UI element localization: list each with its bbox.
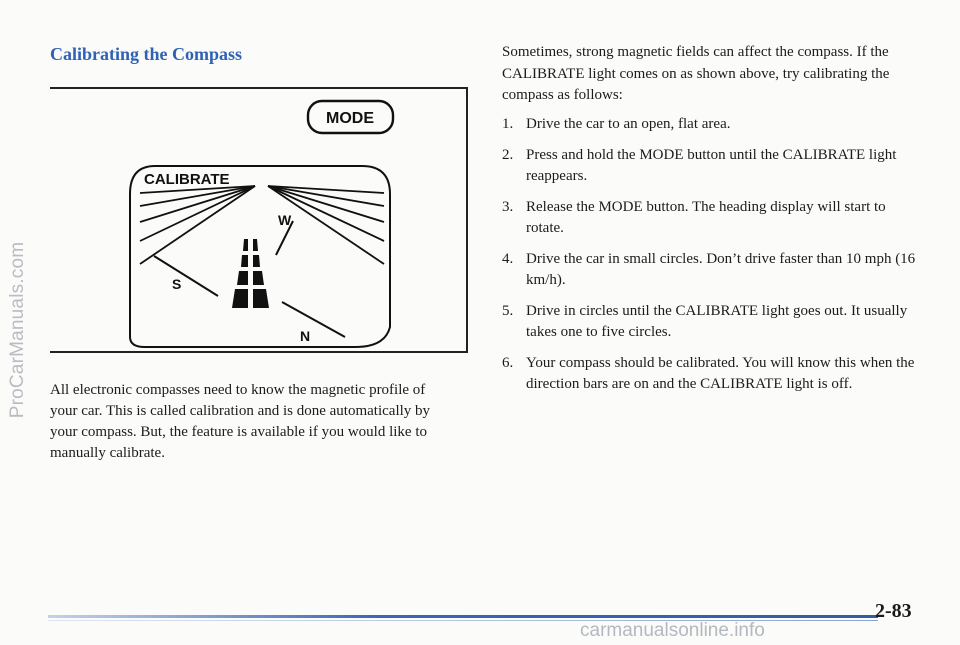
step-text: Release the MODE button. The heading display will start to rotate. bbox=[526, 198, 886, 236]
step-text: Your compass should be calibrated. You will know this when the direction bars are on and the CALIBRATE light is off. bbox=[526, 354, 915, 392]
step-text: Drive in circles until the CALIBRATE light goes out. It usually takes one to five circles. bbox=[526, 302, 908, 340]
n-pointer bbox=[282, 302, 345, 337]
mode-button-label: MODE bbox=[326, 110, 374, 127]
calibrate-label: CALIBRATE bbox=[144, 171, 230, 188]
west-label: W bbox=[278, 212, 292, 228]
footer-watermark: carmanualsonline.info bbox=[580, 620, 765, 641]
compass-figure bbox=[50, 87, 468, 353]
south-label: S bbox=[172, 276, 182, 292]
step-number: 1. bbox=[502, 115, 514, 132]
heading-bars bbox=[232, 239, 269, 308]
side-watermark bbox=[0, 0, 36, 645]
step-number: 6. bbox=[502, 354, 514, 371]
step-text: Drive the car to an open, flat area. bbox=[526, 115, 731, 132]
compass-display-illustration bbox=[50, 89, 468, 355]
list-item bbox=[502, 114, 917, 135]
list-item bbox=[502, 145, 917, 187]
list-item bbox=[502, 249, 917, 291]
footer-rule bbox=[48, 615, 878, 618]
side-watermark-text: ProCarManuals.com bbox=[7, 241, 28, 419]
step-text: Press and hold the MODE button until the CALIBRATE light reappears. bbox=[526, 146, 897, 184]
step-number: 4. bbox=[502, 250, 514, 267]
step-number: 2. bbox=[502, 146, 514, 163]
list-item bbox=[502, 353, 917, 395]
left-direction-bars bbox=[140, 186, 255, 264]
calibration-steps bbox=[502, 114, 917, 395]
step-number: 3. bbox=[502, 198, 514, 215]
section-heading: Calibrating the Compass bbox=[50, 44, 243, 64]
list-item bbox=[502, 197, 917, 239]
intro-paragraph-right: Sometimes, strong magnetic fields can affect the compass. If the CALIBRATE light comes on as shown above, try calibrating the compass as follows: bbox=[502, 44, 890, 103]
intro-paragraph-left: All electronic compasses need to know the magnetic profile of your car. This is called calibration and is done automatically by your compass. But, the feature is available if you would like to manually calibrate. bbox=[50, 382, 431, 461]
list-item bbox=[502, 301, 917, 343]
step-text: Drive the car in small circles. Don’t drive faster than 10 mph (16 km/h). bbox=[526, 250, 916, 288]
page-number: 2-83 bbox=[875, 600, 912, 622]
north-label: N bbox=[300, 328, 311, 344]
s-pointer bbox=[154, 256, 218, 296]
step-number: 5. bbox=[502, 302, 514, 319]
display-outline bbox=[130, 166, 390, 347]
right-column bbox=[502, 42, 917, 405]
